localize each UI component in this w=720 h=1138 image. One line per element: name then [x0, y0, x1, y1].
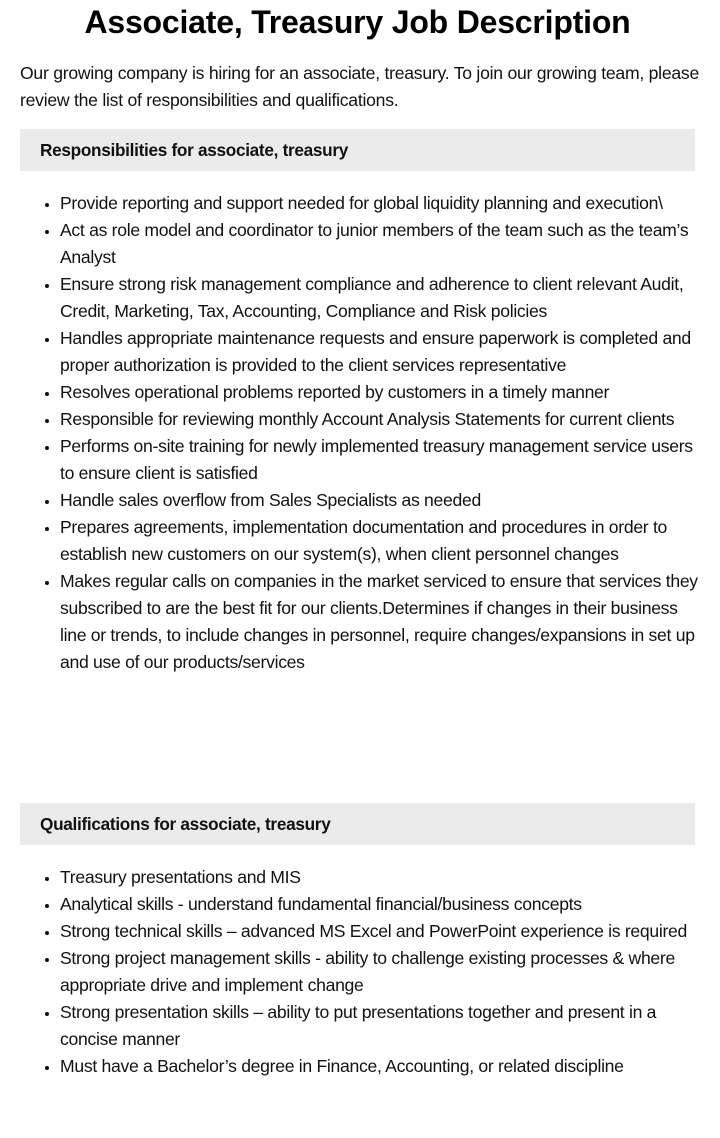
- list-item: • Strong project management skills - ability to challenge existing processes & where appropriate drive and implement change: [60, 945, 700, 999]
- qualifications-list: [20, 864, 700, 1080]
- list-item: • Handles appropriate maintenance requests and ensure paperwork is completed and proper authorization is provided to the client services representative: [60, 325, 700, 379]
- list-item: • Must have a Bachelor’s degree in Finance, Accounting, or related discipline: [60, 1053, 700, 1080]
- list-item: • Ensure strong risk management compliance and adherence to client relevant Audit, Credit, Marketing, Tax, Accounting, Compliance and Risk policies: [60, 271, 700, 325]
- list-item: • Makes regular calls on companies in the market serviced to ensure that services they subscribed to are the best fit for our clients.Determines if changes in their business line or trends, to include changes in personnel, require changes/expansions in set up and use of our products/services: [60, 568, 700, 676]
- list-item: • Treasury presentations and MIS: [60, 864, 700, 891]
- list-item: • Responsible for reviewing monthly Account Analysis Statements for current clients: [60, 406, 700, 433]
- responsibilities-list: [20, 190, 700, 676]
- qualifications-heading: Qualifications for associate, treasury: [40, 814, 331, 834]
- list-item: • Handle sales overflow from Sales Specialists as needed: [60, 487, 700, 514]
- list-item: • Analytical skills - understand fundamental financial/business concepts: [60, 891, 700, 918]
- responsibilities-heading: Responsibilities for associate, treasury: [40, 140, 349, 160]
- list-item: • Resolves operational problems reported by customers in a timely manner: [60, 379, 700, 406]
- qualifications-header: [20, 803, 695, 845]
- list-item: • Performs on-site training for newly implemented treasury management service users to ensure client is satisfied: [60, 433, 700, 487]
- intro-paragraph: Our growing company is hiring for an associate, treasury. To join our growing team, please review the list of responsibilities and qualifications.: [20, 63, 699, 110]
- list-item: • Act as role model and coordinator to junior members of the team such as the team’s Analyst: [60, 217, 700, 271]
- list-item: • Strong presentation skills – ability to put presentations together and present in a concise manner: [60, 999, 700, 1053]
- page-title: Associate, Treasury Job Description: [84, 4, 631, 40]
- list-item: • Provide reporting and support needed for global liquidity planning and execution\: [60, 190, 700, 217]
- list-item: • Strong technical skills – advanced MS Excel and PowerPoint experience is required: [60, 918, 700, 945]
- list-item: • Prepares agreements, implementation documentation and procedures in order to establish new customers on our system(s), when client personnel changes: [60, 514, 700, 568]
- responsibilities-header: [20, 129, 695, 171]
